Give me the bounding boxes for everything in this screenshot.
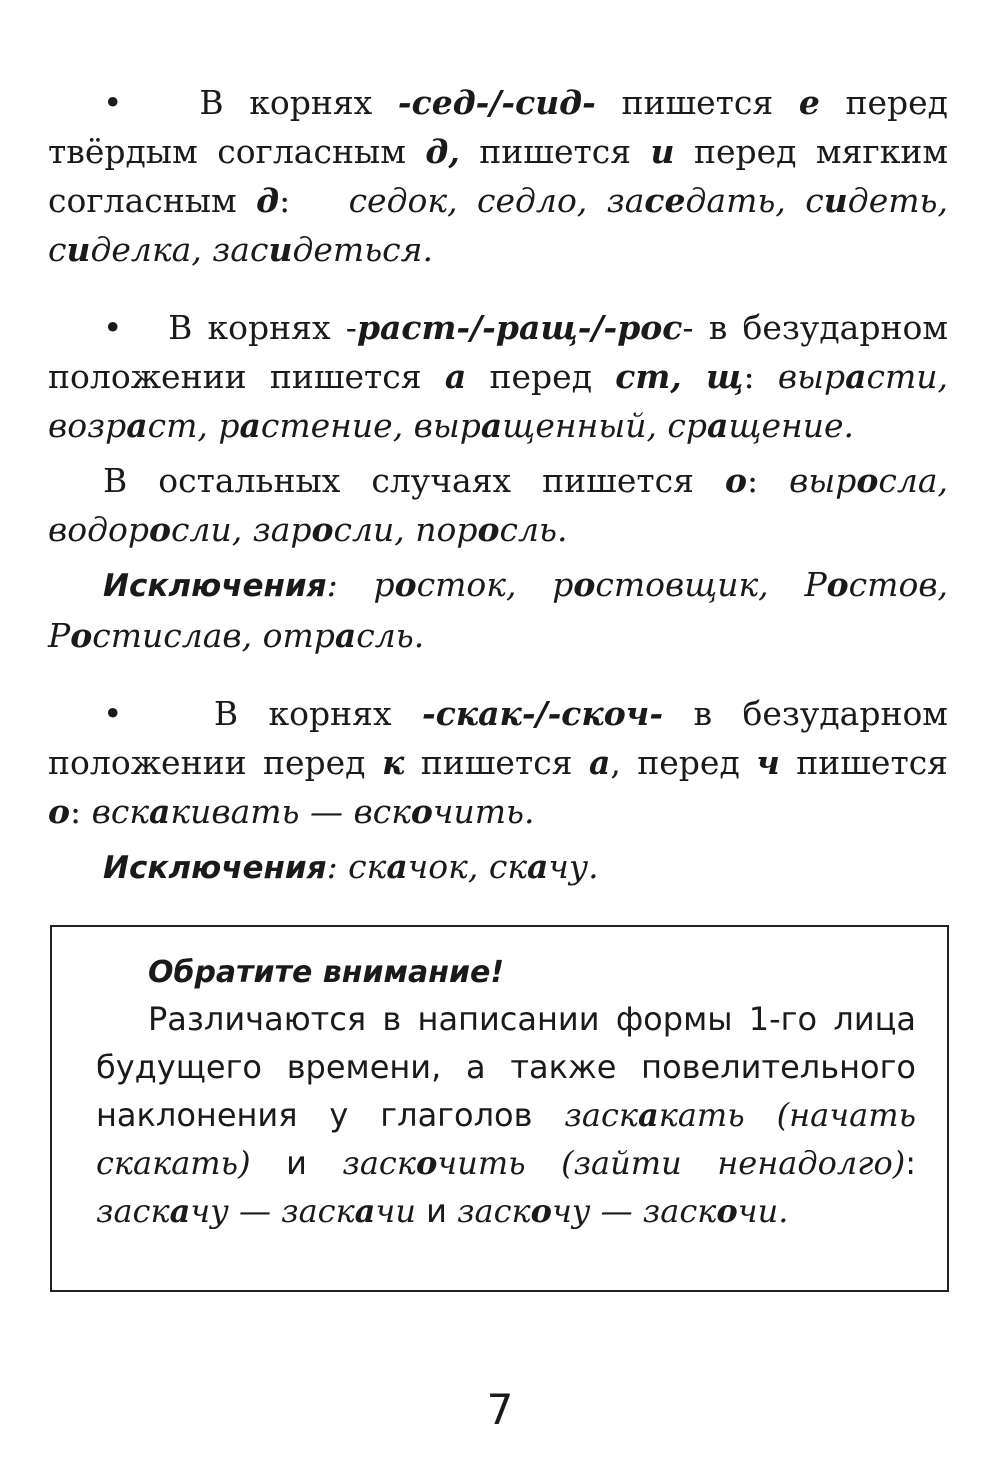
rule-rast-rasch-ros [48, 303, 959, 450]
text-run: заск [96, 1192, 170, 1230]
text-run: а [169, 1192, 191, 1230]
text-run: чу. [548, 847, 599, 886]
text-run: се [644, 181, 686, 220]
text-run: перед мягким согласным [48, 132, 959, 220]
text-run: Исключения [103, 850, 327, 886]
text-run: : [70, 792, 92, 831]
text-run: о [530, 1192, 552, 1230]
text-run: пишется [459, 132, 651, 171]
text-run: о [410, 792, 433, 831]
rule-rast-exceptions [48, 560, 959, 660]
text-run: дать, с [685, 181, 824, 220]
text-run: : [279, 181, 349, 220]
text-run: а [386, 847, 408, 886]
text-run: и [823, 181, 848, 220]
text-run: о [148, 510, 171, 549]
text-run: щение. [728, 406, 855, 445]
text-run: а [334, 616, 357, 655]
text-run: а [480, 406, 503, 445]
text-run: пишется [404, 743, 589, 782]
text-run: пишется [779, 743, 959, 782]
text-run: а [149, 792, 171, 831]
text-run: , перед [610, 743, 757, 782]
text-run: а [707, 406, 729, 445]
text-run: а [527, 847, 549, 886]
text-run: о [415, 1144, 438, 1182]
text-run: о [48, 792, 71, 831]
text-run: В остальных случаях пишется [103, 461, 725, 500]
text-run: • В корнях - [103, 308, 357, 347]
text-run: а [126, 406, 148, 445]
text-run: - в безударном положении пишется [48, 308, 959, 396]
text-run: сти, возр [48, 357, 959, 445]
text-run: сль. [499, 510, 568, 549]
text-run: чи [375, 1192, 416, 1230]
text-run: Различаются в написании формы 1-го лица будущего времени, а также повелительного наклонения у глаголов [96, 1000, 916, 1134]
page-number: 7 [486, 1385, 514, 1434]
text-run: • В корнях [103, 83, 398, 122]
text-run: и [415, 1192, 458, 1230]
text-run: к [381, 743, 405, 782]
text-run: кать (начать скакать) [96, 1096, 917, 1182]
text-run: о [716, 1192, 738, 1230]
text-run: сток, р [416, 565, 574, 604]
text-run: заск [457, 1192, 531, 1230]
text-run: сль. [356, 616, 425, 655]
text-run: о [394, 565, 417, 604]
text-run: деться. [292, 230, 433, 269]
text-run: а [637, 1096, 659, 1134]
text-run: : [905, 1144, 916, 1182]
text-run: и [250, 1144, 343, 1182]
text-run: : ск [326, 847, 387, 886]
text-run: стовщик, Р [595, 565, 827, 604]
text-run: перед [466, 357, 616, 396]
text-run: ст, щ [615, 357, 744, 396]
text-run: а [239, 406, 261, 445]
text-run: выр [777, 357, 846, 396]
text-run: в безударном положении перед [48, 694, 959, 782]
text-run: заск [342, 1144, 416, 1182]
text-run: а [444, 357, 467, 396]
text-run: сли, зар [171, 510, 312, 549]
text-run: о [70, 616, 93, 655]
text-run: о [826, 565, 849, 604]
rule-skak-exceptions [48, 842, 948, 893]
text-run: -скак-/-скоч- [422, 694, 664, 733]
text-run: пишется [595, 83, 799, 122]
text-run: о [724, 461, 747, 500]
text-run: чок, ск [407, 847, 528, 886]
text-run: Исключения [103, 568, 327, 604]
text-run: сла, водор [48, 461, 959, 549]
text-run: -сед-/-сид- [397, 83, 596, 122]
text-run: е [798, 83, 820, 122]
text-run: д, [425, 132, 460, 171]
text-run: стение, выр [260, 406, 481, 445]
rule-rast-other-cases [48, 456, 959, 554]
text-run: стов, Р [48, 565, 959, 655]
text-run: : [743, 357, 778, 396]
text-run: чить. [432, 792, 535, 831]
text-run: перед твёрдым согласным [48, 83, 959, 171]
text-run: и [66, 230, 91, 269]
text-run: а [588, 743, 611, 782]
text-run: чу — заск [551, 1192, 717, 1230]
text-run: седок, седло, за [348, 181, 645, 220]
text-run: ст, р [147, 406, 240, 445]
text-run: выр [789, 461, 857, 500]
text-run: раст-/-ращ-/-рос [356, 308, 683, 347]
rule-skak-skoch [48, 689, 959, 836]
text-run: стислав, отр [92, 616, 335, 655]
text-run: о [311, 510, 334, 549]
text-run: а [354, 1192, 376, 1230]
text-run: о [573, 565, 596, 604]
text-run: о [477, 510, 500, 549]
rules-section [48, 78, 959, 893]
text-run: • В корнях [103, 694, 423, 733]
text-run: щенный, ср [502, 406, 708, 445]
rule-sed-sid [48, 78, 959, 274]
notice-box [50, 925, 949, 1292]
notice-title: Обратите внимание! [148, 955, 505, 990]
text-run: сли, пор [333, 510, 478, 549]
text-run: : р [326, 565, 395, 604]
text-run: чить (зайти ненадолго) [437, 1144, 906, 1182]
notice-text [96, 995, 916, 1235]
text-run: вск [91, 792, 150, 831]
text-run: о [856, 461, 879, 500]
text-run: делка, зас [90, 230, 269, 269]
text-run: д [256, 181, 280, 220]
text-run: кивать — вск [170, 792, 411, 831]
text-run: деть, с [48, 181, 959, 269]
text-run: : [746, 461, 790, 500]
text-run: а [845, 357, 867, 396]
text-run: чи. [737, 1192, 789, 1230]
text-run: заск [564, 1096, 638, 1134]
text-run: чу — заск [190, 1192, 355, 1230]
text-run: ч [756, 743, 780, 782]
text-run: и [650, 132, 675, 171]
text-run: и [268, 230, 293, 269]
